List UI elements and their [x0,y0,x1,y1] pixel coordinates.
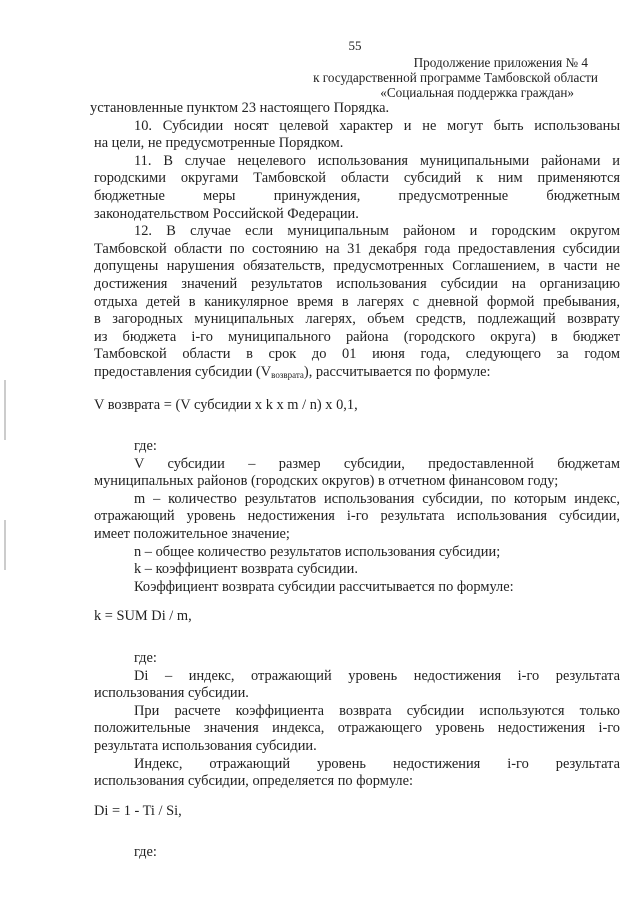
text-line: При расчете коэффициента возврата субсидии используются только [134,702,620,719]
where-label: где: [134,438,157,455]
text-line: из бюджета i-го муниципального района (городского округа) в бюджет [94,328,620,345]
scan-edge-mark [4,520,6,570]
appendix-header-line: к государственной программе Тамбовской области [313,70,598,85]
paragraph-10: 10. Субсидии носят целевой характер и не могут быть использованы [134,117,620,134]
text-line: установленные пунктом 23 настоящего Порядка. [90,100,390,116]
text-line: бюджетные меры принуждения, предусмотренные бюджетным [94,187,620,204]
paragraph-12: 12. В случае если муниципальным районом и городским округом [134,223,620,240]
text-line: Индекс, отражающий уровень недостижения i-го результата [134,755,620,772]
text-line: на цели, не предусмотренные Порядком. [94,135,344,152]
document-body [90,100,620,862]
text-line: предоставления субсидии $(V_{возврата})$, рассчитывается по формуле: [94,363,491,380]
text-line: Тамбовской области по состоянию на 31 декабря года предоставления субсидии [94,240,620,257]
appendix-header-line: Продолжение приложения № 4 [413,55,588,70]
definition-v-subsidy: V субсидии – размер субсидии, предоставленной бюджетам [134,455,620,472]
text-line: Коэффициент возврата субсидии рассчитывается по формуле: [134,578,514,595]
appendix-header-line: «Социальная поддержка граждан» [380,85,574,100]
text-line: положительные значения индекса, отражающего уровень недостижения i-го [94,720,620,737]
definition-m: m – количество результатов использования субсидии, по которым индекс, [134,490,620,507]
text-line: городскими округами Тамбовской области субсидий к ним применяются [94,170,620,187]
text-line: в загородных муниципальных лагерях, объем средств, подлежащий возврату [94,311,620,328]
text-line: допущены нарушения обязательств, предусмотренных Соглашением, в части не [94,258,620,275]
where-label: где: [134,650,157,667]
text-line: достижения значений результатов использования субсидии на организацию [94,275,620,292]
formula-v-return: V возврата = (V субсидии x k x m / n) x 0,1, [94,396,358,413]
text-line: использования субсидии, определяется по формуле: [94,773,413,790]
where-label: где: [134,844,157,861]
text-line: использования субсидии. [94,685,249,702]
text-line: отдыха детей в каникулярное время в лагерях с дневной формой пребывания, [94,293,620,310]
text-line: имеет положительное значение; [94,526,290,543]
text-line: отражающий уровень недостижения i-го результата использования субсидии, [94,508,620,525]
definition-k: k – коэффициент возврата субсидии. [134,561,358,578]
text-line: законодательством Российской Федерации. [94,205,359,222]
paragraph-11: 11. В случае нецелевого использования муниципальными районами и [134,152,620,169]
text-line: Тамбовской области в срок до 01 июня года, следующего за годом [94,346,620,363]
scan-edge-mark [4,380,6,440]
text-line: результата использования субсидии. [94,738,317,754]
definition-di: Di – индекс, отражающий уровень недостижения i-го результата [134,667,620,684]
definition-n: n – общее количество результатов использования субсидии; [134,543,501,560]
formula-k: k = SUM Di / m, [94,608,192,625]
formula-di: Di = 1 - Ti / Si, [94,802,182,819]
text-line: муниципальных районов (городских округов) в отчетном финансовом году; [94,473,559,490]
page-number: 55 [348,38,362,53]
